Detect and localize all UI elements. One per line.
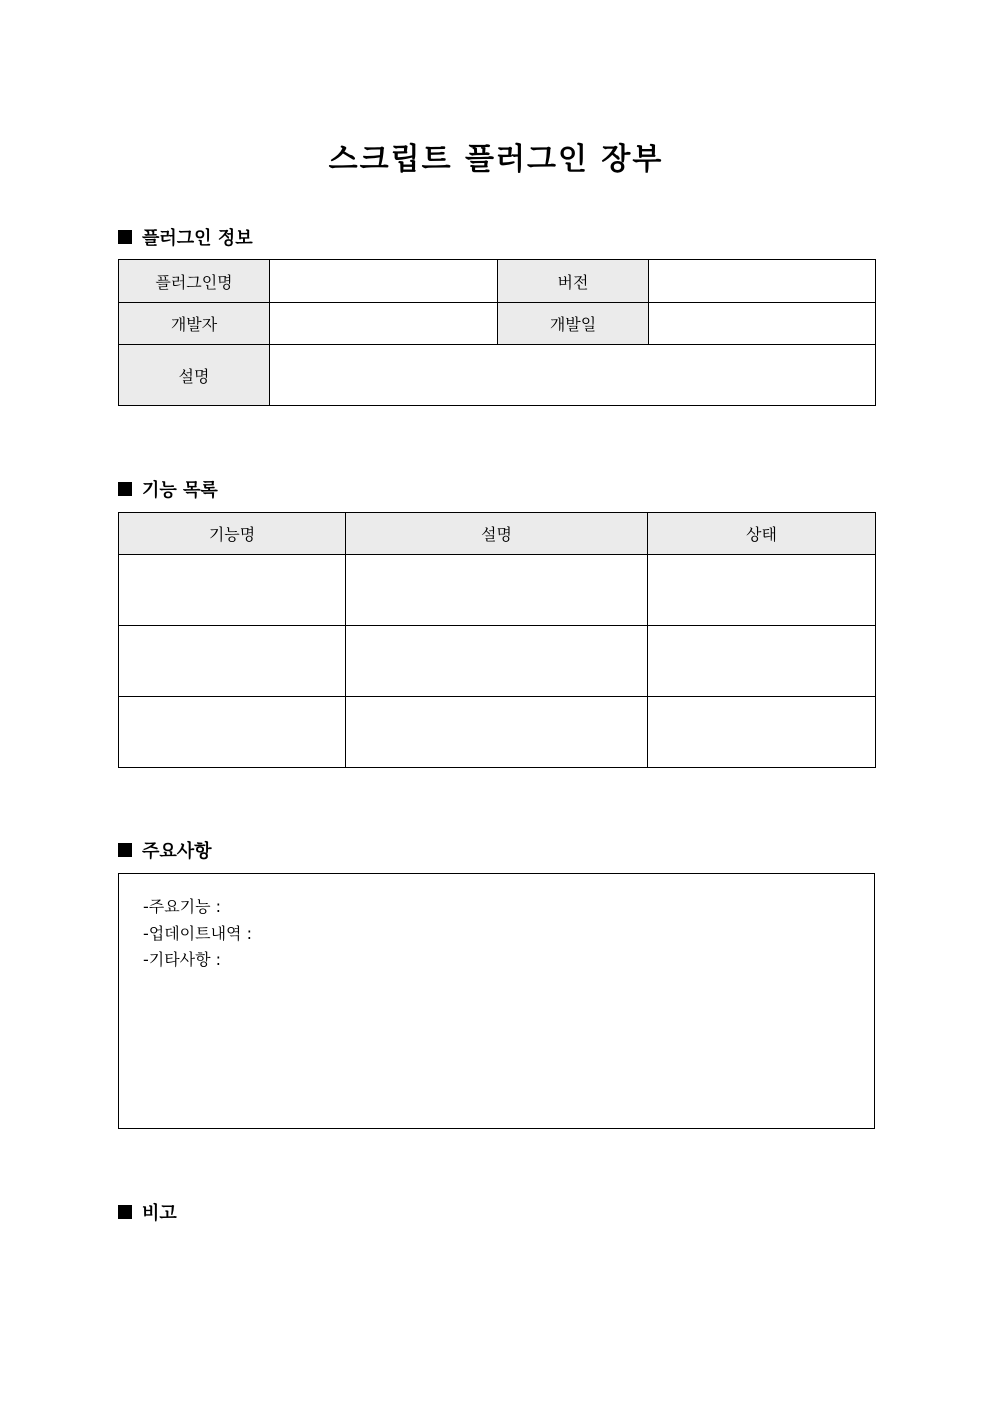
developer-label: 개발자 (119, 303, 270, 345)
table-row (119, 555, 876, 626)
cell[interactable] (346, 626, 648, 697)
cell[interactable] (648, 555, 876, 626)
developer-field[interactable] (270, 303, 498, 345)
cell[interactable] (119, 555, 346, 626)
heading-text: 기능 목록 (142, 480, 218, 501)
section-remarks-heading (118, 1199, 177, 1225)
heading-text: 플러그인 정보 (142, 228, 253, 249)
notes-box[interactable] (118, 873, 875, 1129)
date-label: 개발일 (498, 303, 649, 345)
heading-text: 주요사항 (142, 841, 212, 862)
section-notes-heading (118, 837, 212, 863)
name-label: 플러그인명 (119, 260, 270, 303)
note-line: -업데이트내역 : (143, 924, 252, 943)
note-line: -기타사항 : (143, 950, 222, 969)
cell[interactable] (119, 697, 346, 768)
table-row (119, 697, 876, 768)
cell[interactable] (346, 555, 648, 626)
note-line: -주요기능 : (143, 897, 222, 916)
page-title: 스크립트 플러그인 장부 (328, 142, 664, 177)
header-feature-name: 기능명 (119, 513, 346, 555)
name-field[interactable] (270, 260, 498, 303)
description-label: 설명 (119, 345, 270, 406)
cell[interactable] (119, 626, 346, 697)
features-table (118, 512, 876, 768)
version-field[interactable] (649, 260, 876, 303)
section-features-heading (118, 476, 218, 502)
version-label: 버전 (498, 260, 649, 303)
cell[interactable] (648, 626, 876, 697)
cell[interactable] (648, 697, 876, 768)
cell[interactable] (346, 697, 648, 768)
square-bullet-icon (118, 843, 132, 857)
plugin-info-table (118, 259, 876, 406)
square-bullet-icon (118, 1205, 132, 1219)
header-status: 상태 (648, 513, 876, 555)
square-bullet-icon (118, 230, 132, 244)
square-bullet-icon (118, 482, 132, 496)
table-row (119, 626, 876, 697)
heading-text: 비고 (142, 1203, 177, 1224)
date-field[interactable] (649, 303, 876, 345)
description-field[interactable] (270, 345, 876, 406)
section-plugin-info-heading (118, 224, 253, 250)
header-description: 설명 (346, 513, 648, 555)
